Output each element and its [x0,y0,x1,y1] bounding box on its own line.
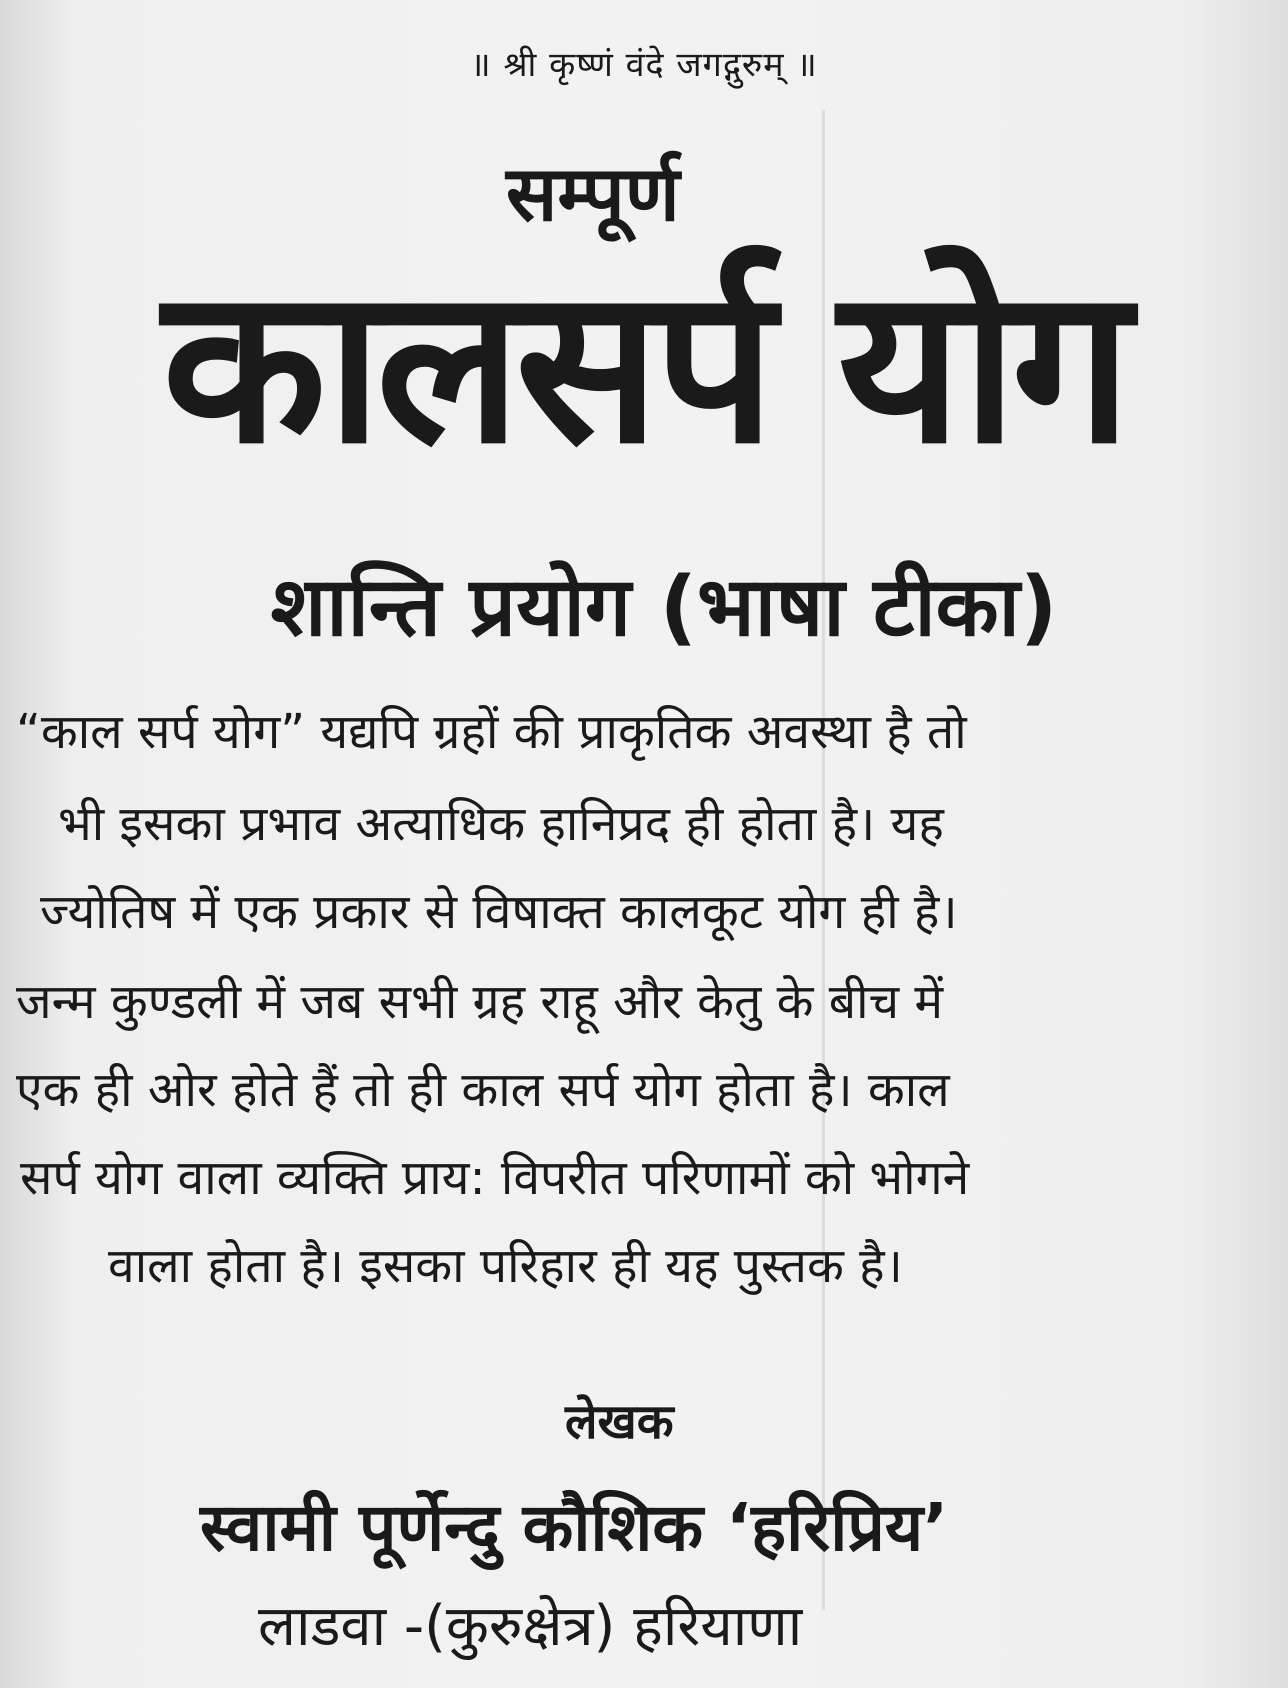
author-name: स्वामी पूर्णेन्दु कौशिक ‘हरिप्रिय’ [200,1489,949,1566]
invocation-line: ॥ श्री कृष्णं वंदे जगद्गुरुम् ॥ [470,45,818,85]
description-line: वाला होता है। इसका परिहार ही यह पुस्तक है। [108,1238,903,1294]
author-place: लाडवा -(कुरुक्षेत्र) हरियाणा [258,1594,803,1659]
description-line: “काल सर्प योग” यद्यपि ग्रहों की प्राकृतिक अवस्था है तो [16,704,967,760]
description-line: सर्प योग वाला व्यक्ति प्राय: विपरीत परिणामों को भोगने [20,1150,970,1206]
book-subtitle: शान्ति प्रयोग (भाषा टीका) [270,560,1058,655]
title-kicker: सम्पूर्ण [506,149,680,238]
book-title: कालसर्प योग [162,242,1126,491]
description-line: ज्योतिष में एक प्रकार से विषाक्त कालकूट योग ही है। [40,884,958,940]
author-label: लेखक [565,1394,674,1450]
description-line: एक ही ओर होते हैं तो ही काल सर्प योग होता है। काल [16,1062,950,1118]
description-line: जन्म कुण्डली में जब सभी ग्रह राहू और केतु के बीच में [16,974,944,1030]
description-line: भी इसका प्रभाव अत्याधिक हानिप्रद ही होता है। यह [58,796,944,852]
